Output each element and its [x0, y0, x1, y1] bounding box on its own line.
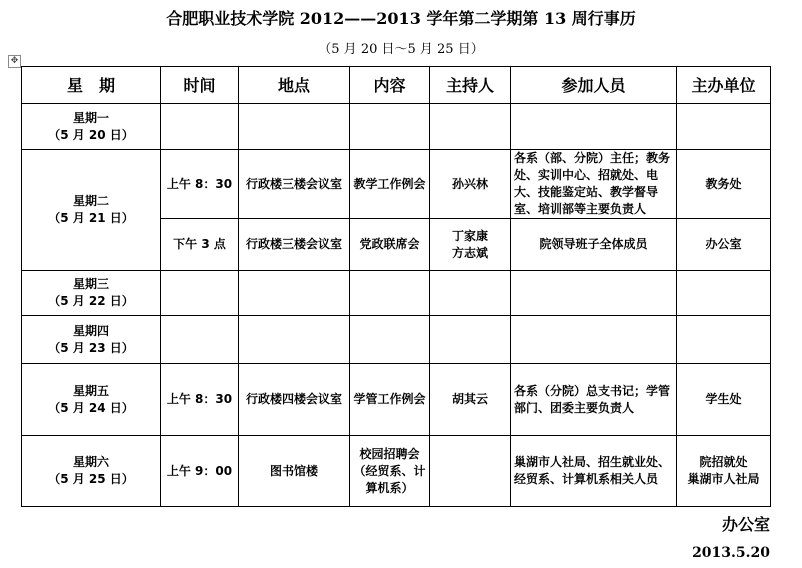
empty-cell	[430, 104, 511, 150]
event-time: 下午 3 点	[161, 219, 239, 271]
header-host: 主持人	[430, 67, 511, 104]
header-content: 内容	[350, 67, 430, 104]
day-date: （5 月 20 日）	[48, 127, 134, 142]
issue-date: 2013.5.20	[692, 545, 770, 561]
event-organizer: 办公室	[677, 219, 771, 271]
content-line-1: 校园招聘会	[359, 446, 420, 461]
event-host: 胡其云	[430, 364, 511, 436]
empty-cell	[677, 271, 771, 316]
schedule-table	[21, 66, 771, 507]
header-row	[22, 67, 771, 104]
empty-cell	[350, 271, 430, 316]
event-time: 上午 9：00	[161, 436, 239, 507]
empty-cell	[239, 316, 350, 364]
header-day: 星 期	[22, 67, 161, 104]
day-date: （5 月 25 日）	[48, 472, 134, 486]
event-place: 图书馆楼	[239, 436, 350, 507]
day-name: 星期四	[72, 323, 109, 338]
empty-cell	[511, 271, 677, 316]
empty-cell	[677, 104, 771, 150]
header-time: 时间	[161, 67, 239, 104]
day-date: （5 月 21 日）	[48, 211, 134, 225]
event-host: 孙兴林	[430, 150, 511, 219]
empty-cell	[430, 436, 511, 507]
event-content: 教学工作例会	[350, 150, 430, 219]
event-participants: 各系（部、分院）主任；教务处、实训中心、招就处、电大、技能鉴定站、教学督导室、培训部等主要负责人	[511, 150, 677, 219]
empty-cell	[350, 316, 430, 364]
day-cell-friday	[22, 364, 161, 436]
host-name-2: 方志斌	[451, 245, 488, 260]
event-time: 上午 8：30	[161, 364, 239, 436]
event-place: 行政楼三楼会议室	[239, 150, 350, 219]
empty-cell	[239, 271, 350, 316]
table-row-friday	[22, 364, 771, 436]
table-row-thursday	[22, 316, 771, 364]
empty-cell	[430, 316, 511, 364]
day-cell-thursday	[22, 316, 161, 364]
content-line-2: （经贸系、计	[353, 463, 426, 478]
header-organizer: 主办单位	[677, 67, 771, 104]
header-participants: 参加人员	[511, 67, 677, 104]
table-row-saturday	[22, 436, 771, 507]
event-content: 党政联席会	[350, 219, 430, 271]
date-range-subtitle: （5 月 20 日～5 月 25 日）	[318, 42, 484, 57]
table-row-monday	[22, 104, 771, 150]
page-title: 合肥职业技术学院 2012——2013 学年第二学期第 13 周行事历	[166, 9, 636, 28]
event-organizer: 学生处	[677, 364, 771, 436]
content-line-3: 算机系）	[365, 480, 414, 495]
event-host	[430, 219, 511, 271]
empty-cell	[511, 316, 677, 364]
day-date: （5 月 24 日）	[48, 400, 134, 415]
event-participants: 院领导班子全体成员	[511, 219, 677, 271]
empty-cell	[511, 104, 677, 150]
day-name: 星期一	[72, 110, 109, 125]
host-name-1: 丁家康	[451, 228, 488, 243]
event-content	[350, 436, 430, 507]
organizer-line-1: 院招就处	[699, 455, 748, 469]
event-organizer: 教务处	[677, 150, 771, 219]
empty-cell	[239, 104, 350, 150]
event-place: 行政楼四楼会议室	[239, 364, 350, 436]
event-participants: 各系（分院）总支书记；学管部门、团委主要负责人	[511, 364, 677, 436]
empty-cell	[161, 271, 239, 316]
day-cell-saturday	[22, 436, 161, 507]
day-cell-tuesday	[22, 150, 161, 271]
table-move-handle-icon[interactable]: ✥	[8, 55, 21, 68]
day-name: 星期五	[72, 383, 109, 398]
issuing-office: 办公室	[721, 515, 770, 534]
event-place: 行政楼三楼会议室	[239, 219, 350, 271]
day-name: 星期六	[72, 455, 109, 469]
table-row-tuesday-1	[22, 150, 771, 219]
event-participants: 巢湖市人社局、招生就业处、经贸系、计算机系相关人员	[511, 436, 677, 507]
day-date: （5 月 23 日）	[48, 340, 134, 355]
day-name: 星期三	[72, 277, 109, 291]
organizer-line-2: 巢湖市人社局	[687, 472, 760, 486]
event-content: 学管工作例会	[350, 364, 430, 436]
event-time: 上午 8：30	[161, 150, 239, 219]
empty-cell	[161, 316, 239, 364]
empty-cell	[430, 271, 511, 316]
day-cell-wednesday	[22, 271, 161, 316]
day-date: （5 月 22 日）	[48, 294, 134, 308]
empty-cell	[350, 104, 430, 150]
empty-cell	[677, 316, 771, 364]
header-place: 地点	[239, 67, 350, 104]
empty-cell	[161, 104, 239, 150]
day-cell-monday	[22, 104, 161, 150]
table-row-wednesday	[22, 271, 771, 316]
event-organizer	[677, 436, 771, 507]
day-name: 星期二	[72, 194, 109, 208]
